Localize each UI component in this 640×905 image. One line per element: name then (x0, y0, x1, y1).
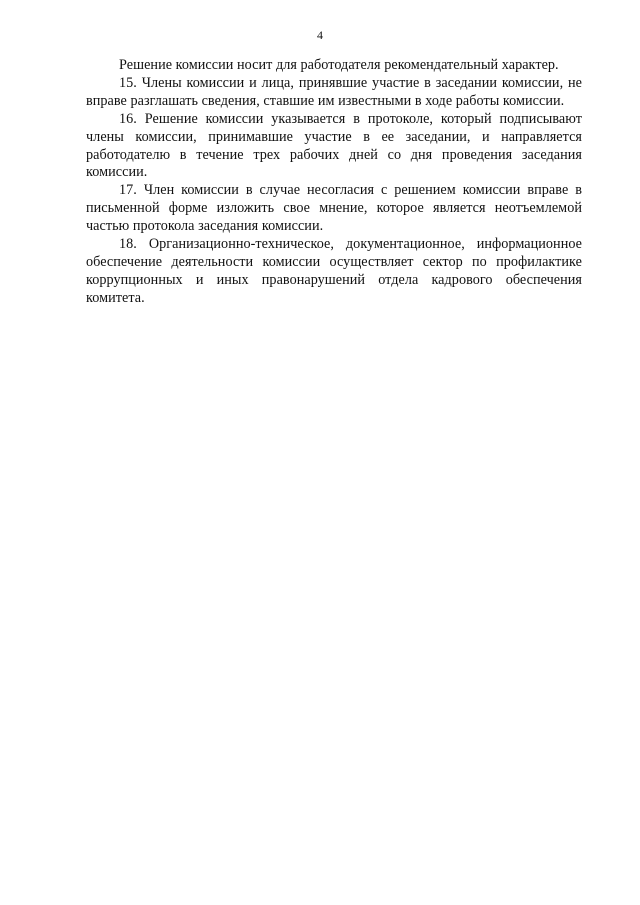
paragraph-decision-note: Решение комиссии носит для работодателя рекомендательный характер. (119, 57, 559, 73)
paragraph-item-16: 16. Решение комиссии указывается в протоколе, который подписывают члены комиссии, принимавшие участие в ее заседании, и направляется работодателю в течение трех рабочих дней со дня проведения заседания комиссии. (86, 110, 582, 181)
paragraph-item-18: 18. Организационно-техническое, документационное, информационное обеспечение деятельности комиссии осуществляет сектор по профилактике коррупционных и иных правонарушений отдела кадрового обеспечения комитета. (86, 236, 582, 306)
paragraph-item-17: 17. Член комиссии в случае несогласия с решением комиссии вправе в письменной форме изложить свое мнение, которое является неотъемлемой частью протокола заседания комиссии. (86, 182, 582, 235)
paragraph-item-15: 15. Члены комиссии и лица, принявшие участие в заседании комиссии, не вправе разглашать сведения, ставшие им известными в ходе работы комиссии. (86, 74, 582, 109)
page-number: 4 (317, 28, 323, 42)
document-body (86, 57, 582, 308)
